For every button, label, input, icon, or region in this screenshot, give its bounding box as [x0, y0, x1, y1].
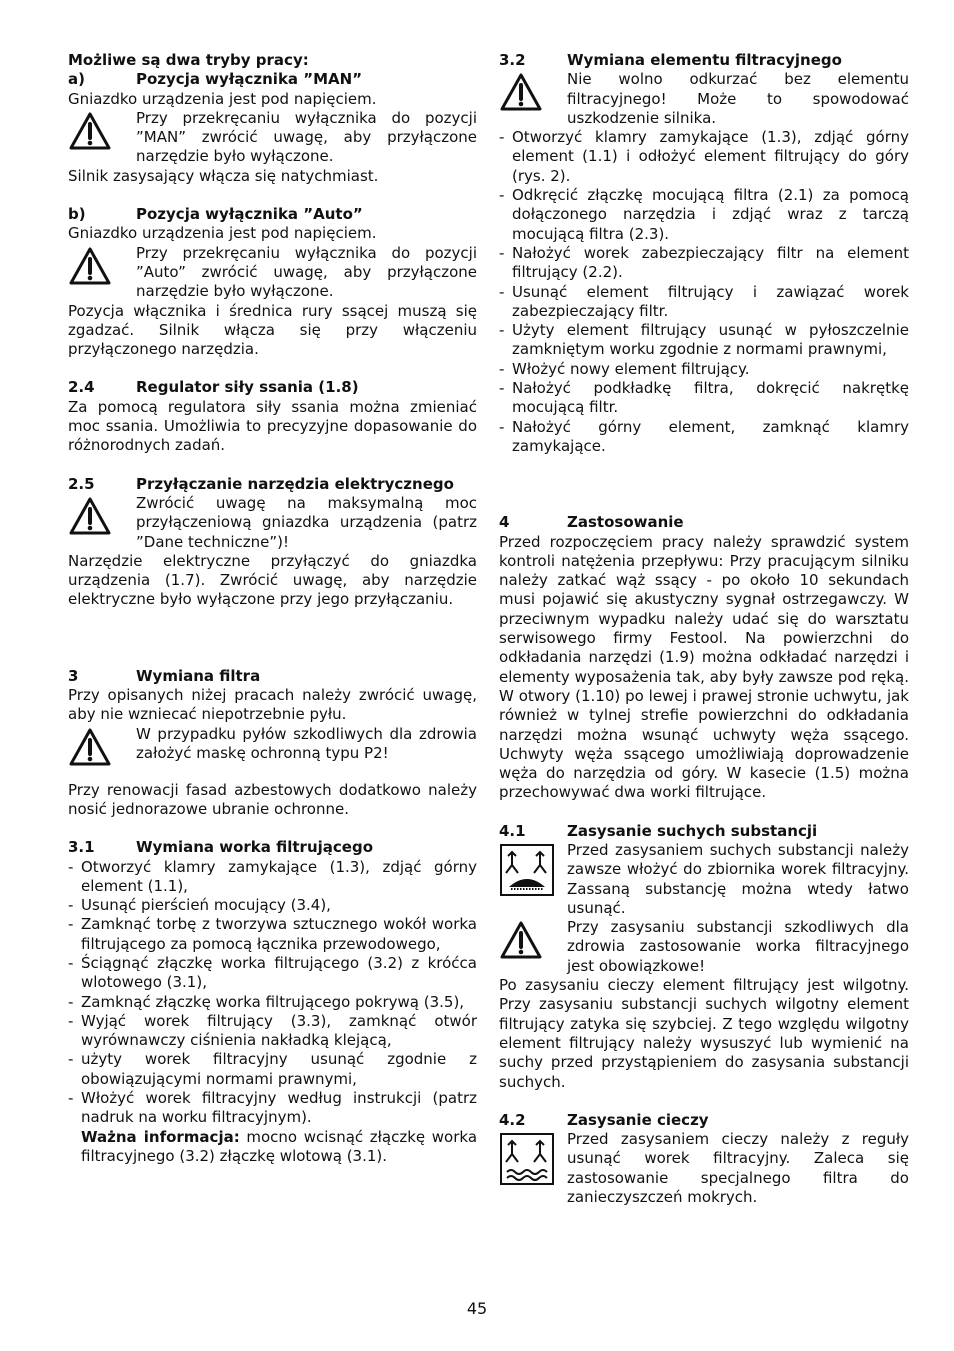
list-item: - Użyty element filtrujący usunąć w pyłoszczelnie zamkniętym worku zgodnie z normami prawnymi, [499, 321, 909, 359]
list-item: - Nałożyć worek zabezpieczający filtr na element filtrujący (2.2). [499, 243, 909, 282]
list-item: - Otworzyć klamry zamykające (1.3), zdjąć górny element (1.1), [68, 857, 477, 895]
list-item: - Zamknąć złączkę worka filtrującego pokrywą (3.5), [68, 992, 465, 1011]
list-item: - Nałożyć podkładkę filtra, dokręcić nakrętkę mocującą filtr. [499, 379, 909, 417]
list-item: - Włożyć worek filtracyjny według instrukcji (patrz nadruk na worku filtracyjnym). [68, 1089, 477, 1127]
warning-triangle-icon [68, 244, 136, 286]
section-4-2-heading: 4.2 Zasysanie cieczy [499, 1110, 709, 1129]
section-4-1-text: Po zasysaniu cieczy element filtrujący jest wilgotny. Przy zasysaniu substancji suchych wilgotny element filtrujący zatyka się szybciej. Z tego względu wilgotny element filtrujący należy wysuszyć lub wymienić na suchy przed przystąpieniem do zasysania substancji suchych. [499, 976, 909, 1091]
section-2-5-warning: Zwrócić uwagę na maksymalną moc przyłączeniową gniazdka urządzenia (patrz ”Dane techniczne”)! [68, 494, 477, 552]
important-note: Ważna informacja: mocno wcisnąć złączkę worka filtracyjnego (3.2) złączkę wlotową (3.1). [81, 1127, 478, 1165]
list-item: - Nałożyć górny element, zamknąć klamry zamykające. [499, 417, 909, 455]
list-item: - Otworzyć klamry zamykające (1.3), zdjąć górny element (1.1) i odłożyć element filtrujący do góry (rys. 2). [499, 128, 909, 185]
section-4-text: Przed rozpoczęciem pracy należy sprawdzić system kontroli natężenia przepływu: Przy pracującym silniku należy zatkać wąż ssący - po około 10 sekundach musi pojawić się akustyczny sygnał ostrzegawczy. W przeciwnym wypadku należy udać się do warsztatu serwisowego firmy Festool. Na powierzchni do odkładania narzędzi (1.9) można odkładać narzędzi i elementy wyposażenia tak, aby były zawsze pod ręką. W otwory (1.10) po lewej i prawej stronie uchwytu, jak również w tylnej strefie powierzchni do odkładania narzędzi można wsunąć uchwyty węża ssącego. Uchwyty węża ssącego umożliwiają doprowadzenie węża do narzędzia od góry. W kasecie (1.5) można przechowywać dwa worki filtrujące. [499, 532, 909, 802]
list-item: - Usunąć element filtrujący i zawiązać worek zabezpieczający filtr. [499, 282, 909, 320]
warning-triangle-icon [68, 109, 136, 151]
section-3-warning: W przypadku pyłów szkodliwych dla zdrowia założyć maskę ochronną typu P2! [68, 725, 477, 767]
page-number: 45 [466, 1299, 488, 1318]
section-4-2-info: Przed zasysaniem cieczy należy z reguły usunąć worek filtracyjny. Zaleca się zastosowanie specjalnego filtra do zanieczyszczeń mokrych. [499, 1130, 909, 1207]
mode-a-warning: Przy przekręcaniu wyłącznika do pozycji ”MAN” zwrócić uwagę, aby przyłączone narzędzie było wyłączone. [68, 109, 477, 167]
list-item: - Wyjąć worek filtrujący (3.3), zamknąć otwór wyrównawczy ciśnienia nakładką klejącą, [68, 1011, 477, 1050]
mode-a-text-2: Silnik zasysający włącza się natychmiast. [68, 166, 379, 185]
list-item: - użyty worek filtracyjny usunąć zgodnie z obowiązującymi normami prawnymi, [68, 1050, 477, 1088]
dry-suction-icon [499, 841, 567, 897]
mode-b-text: Gniazdko urządzenia jest pod napięciem. [68, 224, 377, 243]
section-3-2-heading: 3.2 Wymiana elementu filtracyjnego [499, 51, 842, 69]
section-4-1-heading: 4.1 Zasysanie suchych substancji [499, 821, 818, 840]
section-2-4-text: Za pomocą regulatora siły ssania można zmieniać moc ssania. Umożliwia to precyzyjne dopasowanie do różnorodnych zadań. [68, 397, 477, 455]
section-2-5-text: Narzędzie elektryczne przyłączyć do gniazdka urządzenia (1.7). Zwrócić uwagę, aby narzędzie elektryczne było wyłączone przy jego przyłączaniu. [68, 551, 477, 609]
section-3-2-list [499, 128, 909, 456]
list-item: - Zamknąć torbę z tworzywa sztucznego wokół worka filtrującego za pomocą łącznika przewodowego, [68, 915, 477, 953]
section-3-text: Przy opisanych niżej pracach należy zwrócić uwagę, aby nie wzniecać niepotrzebnie pyłu. [68, 686, 477, 724]
section-4-1-info: Przed zasysaniem suchych substancji należy zawsze włożyć do zbiornika worek filtracyjny. Zassaną substancję można wtedy łatwo usunąć. [499, 841, 909, 918]
warning-triangle-icon [499, 918, 567, 960]
right-column [499, 51, 909, 1207]
section-4-1-warning: Przy zasysaniu substancji szkodliwych dla zdrowia zastosowanie worka filtracyjnego jest obowiązkowe! [499, 918, 909, 976]
wet-suction-icon [499, 1130, 567, 1186]
warning-triangle-icon [68, 725, 136, 767]
mode-b-text-2: Pozycja włącznika i średnica rury ssącej muszą się zgadzać. Silnik włącza się przy włączeniu przyłączonego narzędzia. [68, 301, 477, 359]
section-4-heading: 4 Zastosowanie [499, 513, 684, 532]
mode-b-warning: Przy przekręcaniu wyłącznika do pozycji ”Auto” zwrócić uwagę, aby przyłączone narzędzie było wyłączone. [68, 244, 477, 302]
list-item: - Odkręcić złączkę mocującą filtra (2.1) za pomocą dołączonego narzędzia i zdjąć wraz z tarczą mocującą filtra (2.3). [499, 186, 909, 243]
mode-a-heading: a) Pozycja wyłącznika ”MAN” [68, 70, 363, 89]
mode-a-text: Gniazdko urządzenia jest pod napięciem. [68, 89, 377, 108]
section-3-1-list [68, 858, 477, 1128]
warning-triangle-icon [499, 70, 567, 112]
section-3-1-heading: 3.1 Wymiana worka filtrującego [68, 838, 373, 857]
section-2-4-heading: 2.4 Regulator siły ssania (1.8) [68, 378, 359, 397]
list-item: - Włożyć nowy element filtrujący. [499, 359, 750, 378]
list-item: - Ściągnąć złączkę worka filtrującego (3.2) z króćca wlotowego (3.1), [68, 953, 477, 992]
section-2-5-heading: 2.5 Przyłączanie narzędzia elektrycznego [68, 474, 454, 493]
left-column [68, 51, 477, 1166]
section-3-heading: 3 Wymiana filtra [68, 666, 261, 685]
list-item: - Usunąć pierścień mocujący (3.4), [68, 896, 331, 915]
warning-triangle-icon [68, 494, 136, 536]
section-3-2-warning: Nie wolno odkurzać bez elementu filtracyjnego! Może to spowodować uszkodzenie silnika. [499, 70, 909, 128]
intro-heading: Możliwe są dwa tryby pracy: [68, 51, 309, 69]
mode-b-heading: b) Pozycja wyłącznika ”Auto” [68, 205, 363, 224]
section-3-text-2: Przy renowacji fasad azbestowych dodatkowo należy nosić jednorazowe ubranie ochronne. [68, 780, 477, 818]
